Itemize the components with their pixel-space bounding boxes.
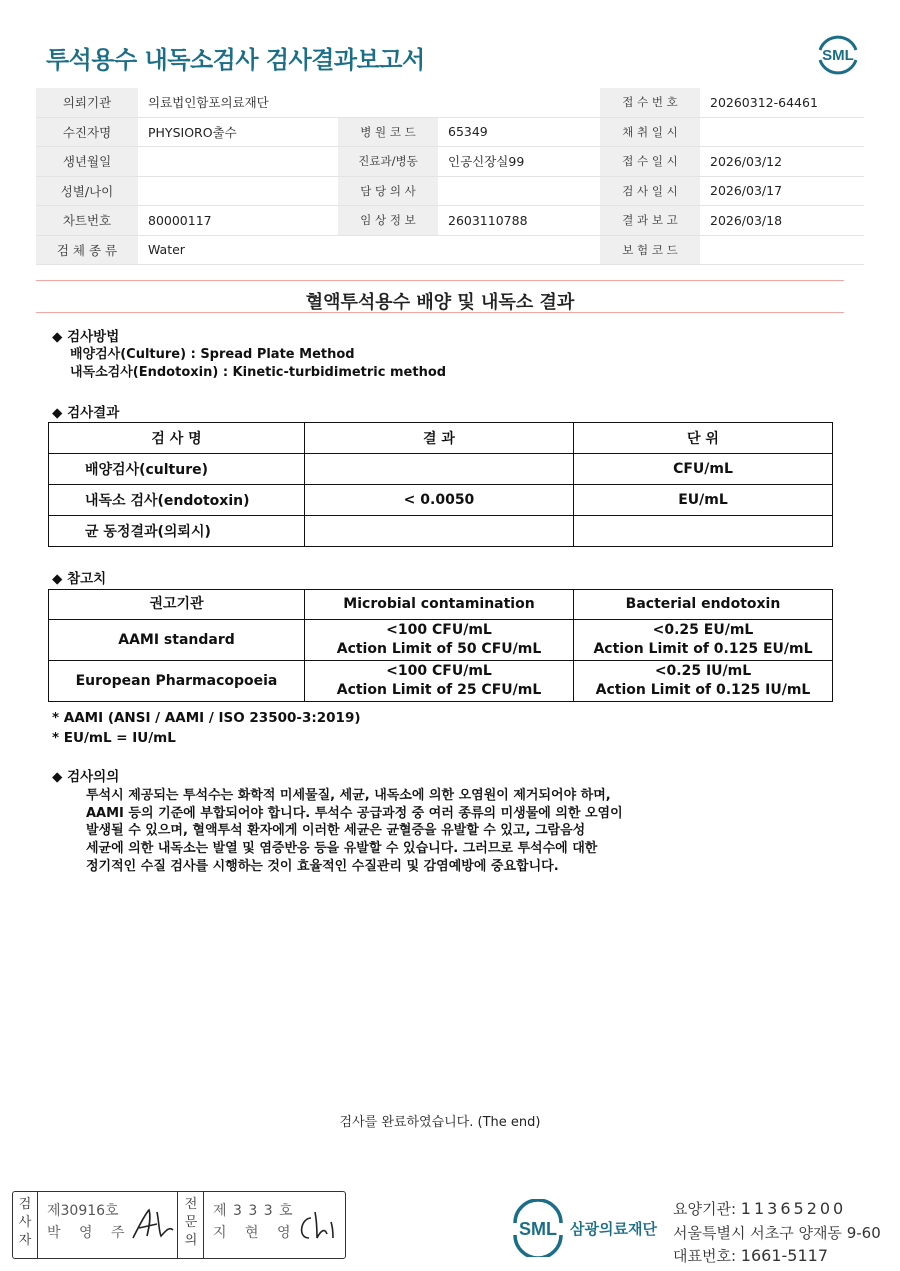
- signature-divider: [177, 1192, 178, 1258]
- results-header-result: 결 과: [305, 423, 574, 454]
- organization-address: 서울특별시 서초구 양재동 9-60: [673, 1224, 881, 1242]
- reference-microbial: [305, 620, 574, 661]
- info-value: [138, 176, 338, 206]
- info-value: PHYSIORO출수: [138, 117, 338, 147]
- test-result: [305, 454, 574, 485]
- results-heading: ◆ 검사결과: [52, 405, 120, 421]
- reference-endotoxin: [574, 661, 833, 702]
- test-name: 내독소 검사(endotoxin): [49, 485, 305, 516]
- info-value: 20260312-64461: [700, 88, 864, 117]
- institution-code: [673, 1198, 846, 1219]
- microbial-limit: <100 CFU/mL: [386, 622, 492, 638]
- sml-logo-text: SML: [822, 47, 854, 64]
- institution-code-label: 요양기관:: [673, 1200, 737, 1218]
- info-label: 병 원 코 드: [338, 117, 438, 147]
- test-name: 균 동정결과(의뢰시): [49, 516, 305, 547]
- info-label: 접 수 일 시: [600, 147, 700, 177]
- info-row: [36, 147, 864, 177]
- table-row: [49, 454, 833, 485]
- info-value: 80000117: [138, 206, 338, 236]
- info-label: 보 험 코 드: [600, 235, 700, 265]
- info-value: 2603110788: [438, 206, 600, 236]
- info-row: [36, 206, 864, 236]
- test-name: 배양검사(culture): [49, 454, 305, 485]
- method-heading: ◆ 검사방법: [52, 329, 120, 345]
- signature-box: [12, 1191, 346, 1259]
- reference-header-microbial: Microbial contamination: [305, 590, 574, 620]
- info-value: 2026/03/12: [700, 147, 864, 177]
- test-unit: CFU/mL: [574, 454, 833, 485]
- info-row: [36, 117, 864, 147]
- sml-footer-logo-icon: [509, 1199, 567, 1257]
- institution-code-value: 11365200: [740, 1199, 847, 1218]
- info-table: [36, 88, 864, 265]
- phone-number: [673, 1245, 828, 1266]
- reference-microbial: [305, 661, 574, 702]
- info-label: 진료과/병동: [338, 147, 438, 177]
- specialist-info: [213, 1200, 297, 1258]
- endotoxin-limit: <0.25 IU/mL: [654, 663, 752, 679]
- reference-header-endotoxin: Bacterial endotoxin: [574, 590, 833, 620]
- signature-divider: [203, 1192, 204, 1258]
- table-row: [49, 661, 833, 702]
- results-header-row: [49, 423, 833, 454]
- endotoxin-action-limit: Action Limit of 0.125 EU/mL: [593, 641, 813, 657]
- specialist-name: 지 현 영: [213, 1225, 298, 1241]
- info-label: 검 사 일 시: [600, 176, 700, 206]
- info-value: 2026/03/18: [700, 206, 864, 236]
- info-value: 인공신장실99: [438, 147, 600, 177]
- table-row: [49, 620, 833, 661]
- meaning-line: 발생될 수 있으며, 혈액투석 환자에게 이러한 세균은 균혈증을 유발할 수 있고, 그람음성: [86, 823, 586, 839]
- tester-info: [47, 1200, 131, 1258]
- microbial-limit: <100 CFU/mL: [386, 663, 492, 679]
- section-rule-bottom: [36, 312, 844, 313]
- info-label: 차트번호: [36, 206, 138, 236]
- info-value: [138, 147, 338, 177]
- meaning-line: 세균에 의한 내독소는 발열 및 염증반응 등을 유발할 수 있습니다. 그러므로 투석수에 대한: [86, 841, 598, 857]
- microbial-action-limit: Action Limit of 25 CFU/mL: [336, 682, 542, 698]
- info-label: 결 과 보 고: [600, 206, 700, 236]
- method-culture: 배양검사(Culture) : Spread Plate Method: [70, 347, 355, 362]
- tester-signature-icon: [129, 1202, 179, 1248]
- test-unit: EU/mL: [574, 485, 833, 516]
- meaning-line: 정기적인 수질 검사를 시행하는 것이 효율적인 수질관리 및 감염예방에 중요합니다.: [86, 858, 559, 874]
- section-rule-top: [36, 280, 844, 281]
- reference-org: European Pharmacopoeia: [49, 661, 305, 702]
- info-row: [36, 88, 864, 117]
- info-value: [438, 176, 600, 206]
- info-value: [438, 235, 600, 265]
- microbial-action-limit: Action Limit of 50 CFU/mL: [336, 641, 542, 657]
- info-value: 65349: [438, 117, 600, 147]
- info-row: [36, 235, 864, 265]
- specialist-label: 전 문 의: [184, 1197, 198, 1248]
- specialist-signature-icon: [293, 1204, 341, 1248]
- info-value: [700, 117, 864, 147]
- results-table: [48, 422, 833, 547]
- info-label: 임 상 정 보: [338, 206, 438, 236]
- specialist-number: 제 3 3 3 호: [213, 1203, 294, 1219]
- reference-note: * EU/mL = IU/mL: [52, 730, 176, 746]
- tester-name: 박 영 주: [47, 1225, 132, 1241]
- test-result: [305, 516, 574, 547]
- meaning-line: AAMI 등의 기준에 부합되어야 합니다. 투석수 공급과정 중 여러 종류의 미생물에 의한 오염이: [86, 805, 623, 821]
- endotoxin-limit: <0.25 EU/mL: [652, 622, 754, 638]
- test-result: < 0.0050: [305, 485, 574, 516]
- test-unit: [574, 516, 833, 547]
- organization-name: 삼광의료재단: [570, 1220, 657, 1238]
- tester-label: 검 사 자: [18, 1197, 32, 1248]
- info-value: 의료법인함포의료재단: [138, 88, 338, 117]
- info-row: [36, 176, 864, 206]
- reference-endotoxin: [574, 620, 833, 661]
- info-value: [438, 88, 600, 117]
- info-label: 의뢰기관: [36, 88, 138, 117]
- info-label: [338, 88, 438, 117]
- info-label: 수진자명: [36, 117, 138, 147]
- meaning-text: [86, 787, 726, 876]
- reference-header-org: 권고기관: [49, 590, 305, 620]
- tester-number: 제30916호: [47, 1203, 119, 1219]
- info-value: Water: [138, 235, 338, 265]
- reference-heading: ◆ 참고치: [52, 571, 107, 587]
- document-title: 투석용수 내독소검사 검사결과보고서: [46, 46, 425, 74]
- info-label: [338, 235, 438, 265]
- sml-footer-logo-text: SML: [519, 1219, 557, 1239]
- info-label: 성별/나이: [36, 176, 138, 206]
- info-label: 접 수 번 호: [600, 88, 700, 117]
- phone-value: 1661-5117: [740, 1246, 829, 1265]
- info-label: 채 취 일 시: [600, 117, 700, 147]
- info-value: [700, 235, 864, 265]
- signature-divider: [37, 1192, 38, 1258]
- end-text: 검사를 완료하였습니다. (The end): [339, 1115, 541, 1130]
- reference-org: AAMI standard: [49, 620, 305, 661]
- results-header-unit: 단 위: [574, 423, 833, 454]
- table-row: [49, 485, 833, 516]
- meaning-heading: ◆ 검사의의: [52, 769, 120, 785]
- info-label: 생년월일: [36, 147, 138, 177]
- reference-table: [48, 589, 833, 702]
- table-row: [49, 516, 833, 547]
- sml-logo-icon: [814, 30, 862, 78]
- info-label: 담 당 의 사: [338, 176, 438, 206]
- reference-header-row: [49, 590, 833, 620]
- results-header-name: 검 사 명: [49, 423, 305, 454]
- info-label: 검 체 종 류: [36, 235, 138, 265]
- phone-label: 대표번호:: [673, 1247, 737, 1265]
- reference-note: * AAMI (ANSI / AAMI / ISO 23500-3:2019): [52, 710, 361, 726]
- info-value: 2026/03/17: [700, 176, 864, 206]
- meaning-line: 투석시 제공되는 투석수는 화학적 미세물질, 세균, 내독소에 의한 오염원이 제거되어야 하며,: [86, 788, 611, 803]
- method-endotoxin: 내독소검사(Endotoxin) : Kinetic-turbidimetric method: [70, 365, 447, 380]
- section-title: 혈액투석용수 배양 및 내독소 결과: [305, 292, 575, 313]
- endotoxin-action-limit: Action Limit of 0.125 IU/mL: [595, 682, 811, 698]
